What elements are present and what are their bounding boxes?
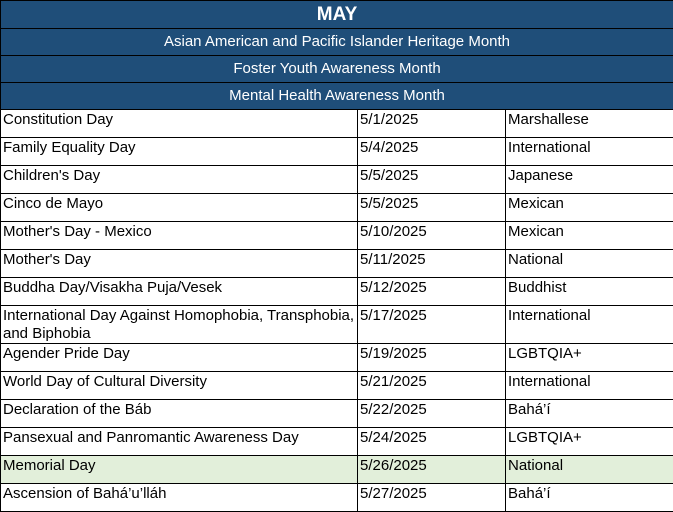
table-row bbox=[1, 400, 673, 428]
event-name: Ascension of Bahá’u’lláh bbox=[1, 484, 358, 512]
month-header-row bbox=[1, 1, 673, 29]
event-name: Family Equality Day bbox=[1, 138, 358, 166]
event-category: Japanese bbox=[506, 166, 673, 194]
event-category: LGBTQIA+ bbox=[506, 428, 673, 456]
event-name: World Day of Cultural Diversity bbox=[1, 372, 358, 400]
event-date: 5/1/2025 bbox=[358, 110, 506, 138]
event-date: 5/17/2025 bbox=[358, 306, 506, 344]
table-row bbox=[1, 138, 673, 166]
event-date: 5/4/2025 bbox=[358, 138, 506, 166]
event-name: Children's Day bbox=[1, 166, 358, 194]
table-row bbox=[1, 484, 673, 512]
table-row bbox=[1, 194, 673, 222]
table-row bbox=[1, 110, 673, 138]
event-category: International bbox=[506, 306, 673, 344]
observance-aapi-heritage: Asian American and Pacific Islander Heritage Month bbox=[1, 29, 673, 56]
event-date: 5/11/2025 bbox=[358, 250, 506, 278]
table-row bbox=[1, 222, 673, 250]
event-name: Memorial Day bbox=[1, 456, 358, 484]
event-date: 5/27/2025 bbox=[358, 484, 506, 512]
event-date: 5/12/2025 bbox=[358, 278, 506, 306]
event-name: Mother's Day - Mexico bbox=[1, 222, 358, 250]
table-row bbox=[1, 344, 673, 372]
table-row bbox=[1, 428, 673, 456]
event-category: National bbox=[506, 456, 673, 484]
event-date: 5/22/2025 bbox=[358, 400, 506, 428]
event-category: Mexican bbox=[506, 222, 673, 250]
event-category: LGBTQIA+ bbox=[506, 344, 673, 372]
event-date: 5/5/2025 bbox=[358, 166, 506, 194]
table-row bbox=[1, 250, 673, 278]
event-date: 5/19/2025 bbox=[358, 344, 506, 372]
event-date: 5/21/2025 bbox=[358, 372, 506, 400]
event-date: 5/10/2025 bbox=[358, 222, 506, 250]
event-name: Buddha Day/Visakha Puja/Vesek bbox=[1, 278, 358, 306]
event-category: National bbox=[506, 250, 673, 278]
event-category: International bbox=[506, 372, 673, 400]
event-category: Buddhist bbox=[506, 278, 673, 306]
event-category: International bbox=[506, 138, 673, 166]
event-category: Mexican bbox=[506, 194, 673, 222]
observance-row bbox=[1, 83, 673, 110]
event-date: 5/26/2025 bbox=[358, 456, 506, 484]
observance-foster-youth: Foster Youth Awareness Month bbox=[1, 56, 673, 83]
event-date: 5/5/2025 bbox=[358, 194, 506, 222]
month-title: MAY bbox=[1, 1, 673, 29]
event-category: Bahá’í bbox=[506, 400, 673, 428]
observance-mental-health: Mental Health Awareness Month bbox=[1, 83, 673, 110]
table-row bbox=[1, 372, 673, 400]
event-name: Pansexual and Panromantic Awareness Day bbox=[1, 428, 358, 456]
event-category: Bahá’í bbox=[506, 484, 673, 512]
table-row bbox=[1, 306, 673, 344]
event-name: International Day Against Homophobia, Transphobia, and Biphobia bbox=[1, 306, 358, 344]
table-row bbox=[1, 278, 673, 306]
event-name: Constitution Day bbox=[1, 110, 358, 138]
event-category: Marshallese bbox=[506, 110, 673, 138]
observance-row bbox=[1, 29, 673, 56]
event-date: 5/24/2025 bbox=[358, 428, 506, 456]
table-row bbox=[1, 166, 673, 194]
table-row-highlighted bbox=[1, 456, 673, 484]
event-name: Cinco de Mayo bbox=[1, 194, 358, 222]
observance-row bbox=[1, 56, 673, 83]
event-name: Declaration of the Báb bbox=[1, 400, 358, 428]
event-name: Agender Pride Day bbox=[1, 344, 358, 372]
event-name: Mother's Day bbox=[1, 250, 358, 278]
